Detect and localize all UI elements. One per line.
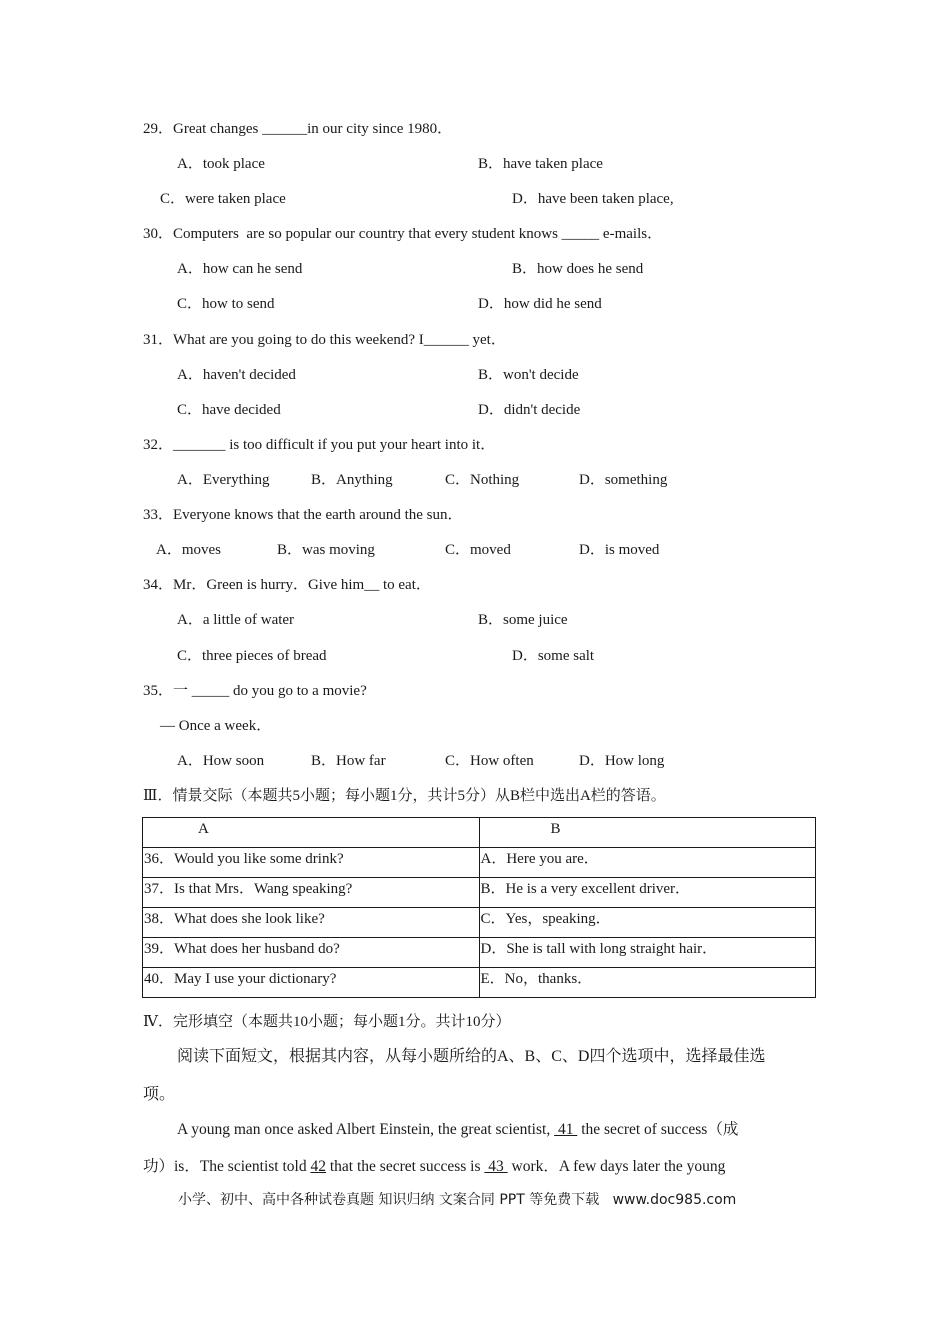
- question-35-option-a: A．How soon: [177, 753, 265, 769]
- question-29-option-d: D．have been taken place,: [512, 191, 674, 207]
- row-37-question: 37．Is that Mrs．Wang speaking?: [143, 878, 480, 908]
- question-31-option-a: A．haven't decided: [177, 367, 296, 383]
- row-36-question: 36．Would you like some drink?: [143, 848, 480, 878]
- question-29-option-a: A．took place: [177, 156, 265, 172]
- passage-line-2: [143, 1157, 725, 1177]
- question-32-option-d: D．something: [579, 472, 668, 488]
- row-40-question: 40．May I use your dictionary?: [143, 968, 480, 998]
- question-30-option-c: C．how to send: [177, 296, 275, 312]
- row-39-question: 39．What does her husband do?: [143, 938, 480, 968]
- passage-line-1: [177, 1120, 738, 1140]
- row-36-answer: A．Here you are．: [479, 848, 816, 878]
- blank-41: 41: [554, 1121, 578, 1138]
- passage-text: A young man once asked Albert Einstein, the great scientist,: [177, 1121, 555, 1138]
- question-35-option-d: D．How long: [579, 753, 665, 769]
- question-32-option-b: B．Anything: [311, 472, 393, 488]
- passage-text: work．A few days later the young: [507, 1158, 726, 1175]
- row-40-answer: E．No，thanks．: [479, 968, 816, 998]
- row-37-answer: B．He is a very excellent driver．: [479, 878, 816, 908]
- question-30-option-a: A．how can he send: [177, 261, 303, 277]
- table-row: [143, 878, 816, 908]
- question-30-stem: 30．Computers are so popular our country that every student knows _____ e-mails．: [143, 226, 663, 242]
- question-34-option-d: D．some salt: [512, 648, 595, 664]
- question-30-option-d: D．how did he send: [478, 296, 602, 312]
- question-33-option-b: B．was moving: [277, 542, 375, 558]
- column-b-header: [479, 818, 816, 848]
- question-34-stem: 34．Mr．Green is hurry．Give him__ to eat．: [143, 577, 431, 593]
- question-35-stem: 35．一 _____ do you go to a movie?: [143, 683, 367, 699]
- question-34-option-b: B．some juice: [478, 612, 568, 628]
- table-row: [143, 908, 816, 938]
- question-32-option-c: C．Nothing: [445, 472, 520, 488]
- question-33-stem: 33．Everyone knows that the earth around the sun．: [143, 507, 463, 523]
- question-34-option-c: C．three pieces of bread: [177, 648, 327, 664]
- table-row: [143, 968, 816, 998]
- question-29-option-c: C．were taken place: [160, 191, 286, 207]
- question-31-option-b: B．won't decide: [478, 367, 579, 383]
- table-row: [143, 938, 816, 968]
- passage-text: 功）is．The scientist told: [143, 1158, 311, 1175]
- question-29-stem: 29．Great changes ______in our city since 1980．: [143, 121, 453, 137]
- section-3-heading: Ⅲ．情景交际（本题共5小题；每小题1分，共计5分）从B栏中选出A栏的答语。: [143, 788, 666, 804]
- question-30-option-b: B．how does he send: [512, 261, 644, 277]
- blank-43: 43: [484, 1158, 508, 1175]
- question-35-option-b: B．How far: [311, 753, 386, 769]
- matching-table: [142, 817, 816, 998]
- question-31-option-d: D．didn't decide: [478, 402, 581, 418]
- table-header-row: [143, 818, 816, 848]
- question-33-option-d: D．is moved: [579, 542, 660, 558]
- section-4-instruction-line-1: 阅读下面短文，根据其内容，从每小题所给的A、B、C、D四个选项中，选择最佳选: [177, 1048, 766, 1065]
- question-33-option-a: A．moves: [156, 542, 221, 558]
- question-31-stem: 31．What are you going to do this weekend? I______ yet．: [143, 332, 506, 348]
- question-32-option-a: A．Everything: [177, 472, 270, 488]
- column-b-label: B: [550, 821, 561, 837]
- question-34-option-a: A．a little of water: [177, 612, 295, 628]
- section-4-instruction-line-2: 项。: [143, 1086, 176, 1103]
- question-35-option-c: C．How often: [445, 753, 534, 769]
- column-a-label: A: [198, 821, 209, 837]
- column-a-header: [143, 818, 480, 848]
- passage-text: the secret of success（成: [577, 1121, 739, 1138]
- question-29-option-b: B．have taken place: [478, 156, 603, 172]
- question-32-stem: 32．_______ is too difficult if you put your heart into it．: [143, 437, 496, 453]
- passage-text: that the secret success is: [325, 1158, 485, 1175]
- question-31-option-c: C．have decided: [177, 402, 281, 418]
- row-38-answer: C．Yes，speaking．: [479, 908, 816, 938]
- question-33-option-c: C．moved: [445, 542, 511, 558]
- row-39-answer: D．She is tall with long straight hair．: [479, 938, 816, 968]
- blank-42: 42: [310, 1158, 326, 1175]
- page-footer: 小学、初中、高中各种试卷真题 知识归纳 文案合同 PPT 等免费下载 www.doc985.com: [178, 1192, 737, 1208]
- table-row: [143, 848, 816, 878]
- section-4-heading: Ⅳ．完形填空（本题共10小题；每小题1分。共计10分）: [143, 1014, 511, 1030]
- question-35-reply: — Once a week．: [160, 718, 272, 734]
- row-38-question: 38．What does she look like?: [143, 908, 480, 938]
